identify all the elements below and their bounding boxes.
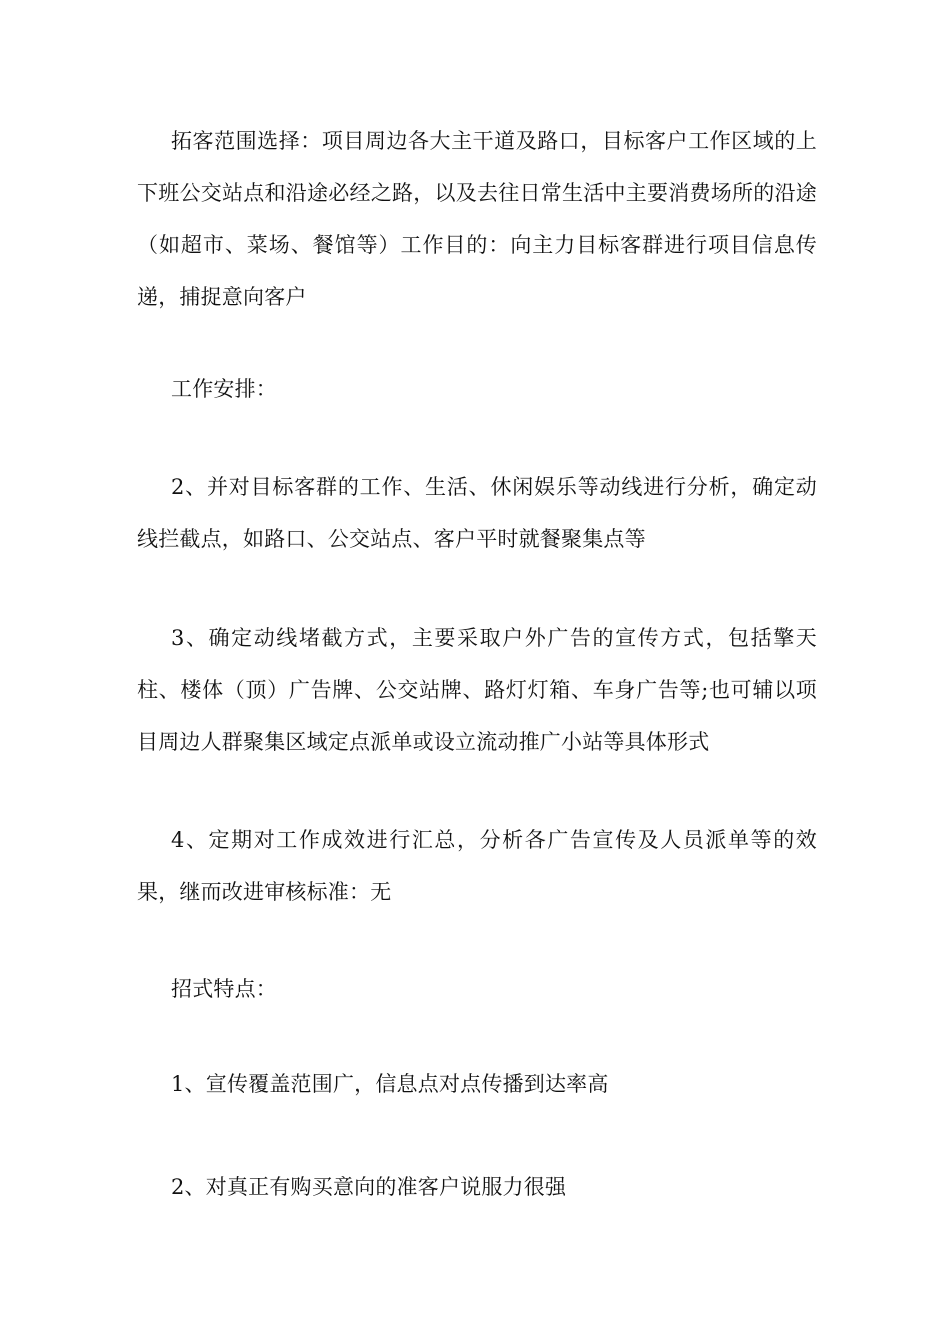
paragraph-item-4: 4、定期对工作成效进行汇总，分析各广告宣传及人员派单等的效果，继而改进审核标准：无 bbox=[137, 828, 817, 904]
paragraph-feature-1: 1、宣传覆盖范围广，信息点对点传播到达率高 bbox=[171, 1072, 609, 1096]
paragraph-feature-2: 2、对真正有购买意向的准客户说服力很强 bbox=[171, 1175, 567, 1199]
heading-work-arrangement: 工作安排： bbox=[171, 377, 277, 401]
paragraph-item-3: 3、确定动线堵截方式，主要采取户外广告的宣传方式，包括擎天柱、楼体（顶）广告牌、公交站牌、路灯灯箱、车身广告等;也可辅以项目周边人群聚集区域定点派单或设立流动推广小站等具体形式 bbox=[137, 626, 817, 754]
heading-features: 招式特点： bbox=[171, 977, 277, 1001]
paragraph-scope: 拓客范围选择：项目周边各大主干道及路口，目标客户工作区域的上下班公交站点和沿途必经之路，以及去往日常生活中主要消费场所的沿途（如超市、菜场、餐馆等）工作目的：向主力目标客群进行项目信息传递，捕捉意向客户 bbox=[137, 129, 817, 309]
paragraph-item-2: 2、并对目标客群的工作、生活、休闲娱乐等动线进行分析，确定动线拦截点，如路口、公交站点、客户平时就餐聚集点等 bbox=[137, 475, 817, 551]
